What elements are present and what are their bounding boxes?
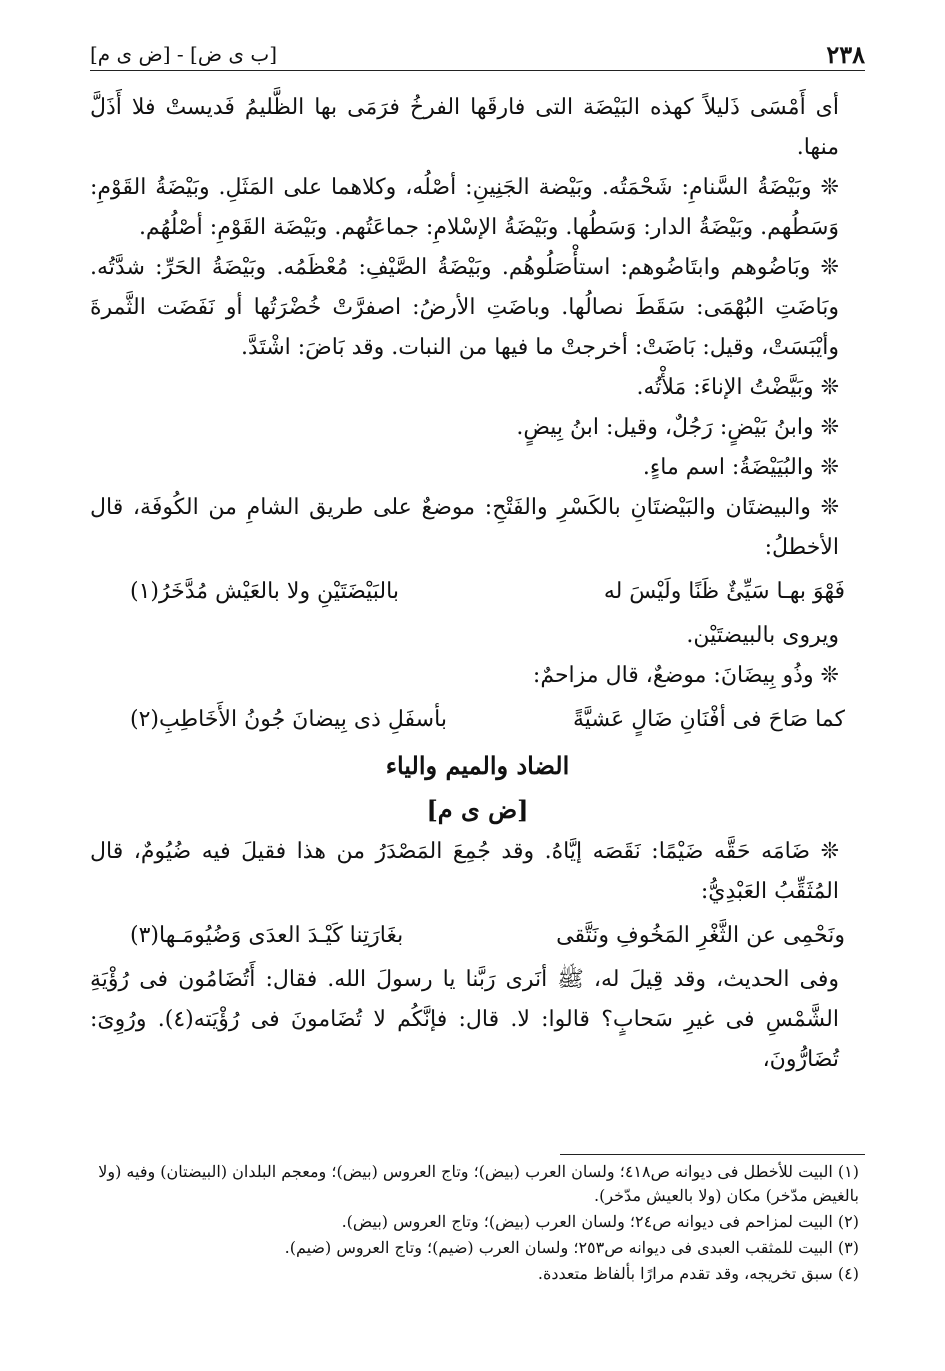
verse-hemistich: ونَحْمِى عن الثَّغْرِ المَخُوفِ ونَتَّقى [556,923,845,948]
verse-hemistich: بالبَيْضَتَيْنِ ولا بالعَيْش مُدَّخَرُ(١) [130,579,399,604]
footnotes [90,1160,865,1288]
section-title: الضاد والميم والياء [385,751,570,780]
running-head: [ب ى ض] - [ض ى م] [90,42,277,66]
verse-line [90,700,865,740]
page-number: ٢٣٨ [826,40,865,69]
page-header [90,40,865,74]
paragraph: ❊ والبيضتَان والبَيْضتَانِ بالكَسْرِ والفَتْحِ: موضعٌ على طريق الشامِ من الكُوفَة، قال الأخطلُ: [90,495,839,560]
paragraph: ❊ ضَامَه حَقَّه ضَيْمًا: نَقَصَه إيَّاهُ. وقد جُمِعَ المَصْدَرُ من هذا فقيلَ فيه ضُيُومٌ، قال المُثَقِّبُ العَبْدِيُّ: [90,839,839,904]
footnote: (٤) سبق تخريجه، وقد تقدم مرارًا بألفاظ متعددة. [537,1264,859,1283]
footnote: (٣) البيت للمثقب العبدى فى ديوانه ص٢٥٣؛ ولسان العرب (ضيم)؛ وتاج العروس (ضيم). [284,1238,859,1257]
verse-line [90,572,865,612]
verse-hemistich: كما صَاحَ فى أفْنَانِ ضَالٍ عَشيَّةً [573,707,845,732]
paragraph: ❊ وابنُ بَيْضٍ: رَجُلٌ، وقيل: ابنُ بِيضٍ. [516,415,839,440]
paragraph: وفى الحديث، وقد قِيلَ له، ﷺ أنَرى رَبَّنا يا رسولَ الله. فقال: أَتُضَامُون فى رُؤْيَةِ الشَّمْسِ فى غيرِ سَحابٍ؟ قالوا: لا. قال: فإنَّكُم لا تُضَامونَ فى رُؤْيَته(٤). ورُوِىَ: تُضَارُّونَ، [90,967,839,1072]
footnote-rule [560,1154,865,1155]
main-text [90,88,865,1080]
verse-hemistich: بأسفَلِ ذى بِيضانَ جُونُ الأَخَاطِبِ(٢) [130,707,447,732]
footnote: (١) البيت للأخطل فى ديوانه ص٤١٨؛ ولسان العرب (بيض)؛ وتاج العروس (بيض)؛ ومعجم البلدان (البيضتان) وفيه (ولا بالغيض مدّخر) مكان (ولا بالعيش مدّخر). [98,1162,859,1205]
entry-heading: [ض ى م] [426,795,529,824]
verse-hemistich: بغَارَتِنا كَيْـدَ العدَى وَضُيُومَـها(٣) [130,923,404,948]
verse-hemistich: فَهْوَ بهـا سَيِّئٌ ظَنًا ولَيْسَ له [603,579,845,604]
verse-line [90,916,865,956]
footnote: (٢) البيت لمزاحم فى ديوانه ص٢٤؛ ولسان العرب (بيض)؛ وتاج العروس (بيض). [341,1212,859,1231]
paragraph: ويروى بالبيضتَيْن. [686,623,839,648]
paragraph: ❊ وذُو بِيضَانَ: موضعٌ، قال مزاحمٌ: [532,663,839,688]
paragraph: ❊ وبَيْضَةُ السَّنامِ: شَحْمَتُه. وبَيْضة الجَنِينِ: أصْلُه، وكلاهما على المَثَلِ. وبَيْضَةُ القَوْمِ: وَسَطُهم. وبَيْضَةُ الدار: وَسَطُها. وبَيْضَةُ الإسْلامِ: جماعَتُهم. وبَيْضَة القَوْمِ: أصْلُهُم. [90,175,839,240]
paragraph: ❊ وبَاضُوهم وابتَاضُوهم: استأْصَلُوهُم. وبَيْضَةُ الصَّيْفِ: مُعْظَمُه. وبَيْضَةُ الحَرِّ: شدَّتُه. وبَاضَتِ البُهْمَى: سَقَطَ نصالُها. وباضَتِ الأرضُ: اصفرَّتْ خُضْرَتُها أو نَفَضَت الثَّمرةَ وأيْبَسَتْ، وقيل: بَاضَتْ: أخرجتْ ما فيها من النبات. وقد بَاضَ: اشْتَدَّ. [90,255,839,360]
paragraph: ❊ وبَيَّضْتُ الإناءَ: مَلأْتُه. [636,375,839,400]
paragraph: ❊ والبُيَيْضَةُ: اسم ماءٍ. [642,455,839,480]
header-rule [90,70,865,71]
paragraph: أى أَمْسَى ذَليلاً كهذه البَيْضَة التى فارقَها الفرخُ فرَمَى بها الظَّليمُ فَديستْ فلا أَذَلَّ منها. [90,95,839,160]
